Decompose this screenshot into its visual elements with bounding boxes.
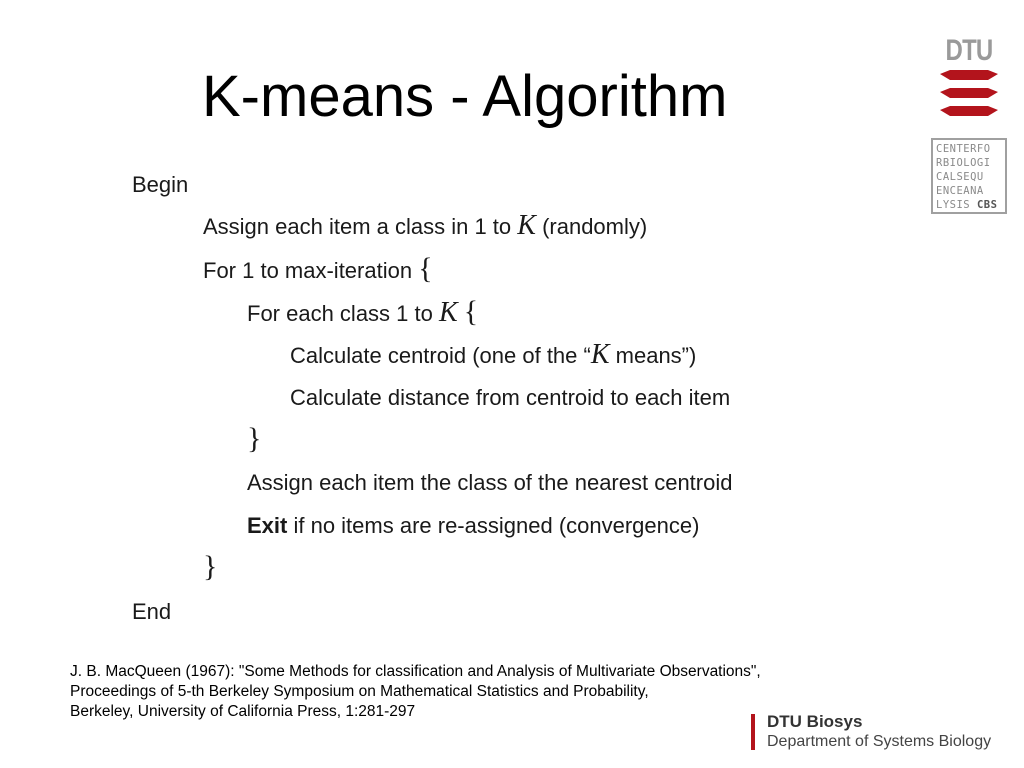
- cbs-row: CENTERFO: [936, 143, 991, 155]
- algo-text: For each class 1 to: [247, 301, 439, 326]
- cbs-row: LYSIS: [936, 199, 971, 211]
- reference-line: J. B. MacQueen (1967): "Some Methods for classification and Analysis of Multivariate Observations",: [70, 663, 761, 680]
- cbs-row-last: [936, 198, 1005, 212]
- algo-line-assign-nearest: Assign each item the class of the nearest centroid: [247, 470, 733, 495]
- close-brace: }: [203, 550, 218, 583]
- close-brace: }: [247, 422, 262, 455]
- open-brace: {: [418, 252, 433, 285]
- algo-text: (randomly): [535, 214, 648, 239]
- algo-line-for-class: [247, 295, 479, 328]
- algo-end: End: [132, 599, 172, 624]
- algo-text: means”): [609, 343, 697, 368]
- algo-line-centroid: [290, 341, 696, 370]
- algo-line-assign-random: [203, 212, 647, 241]
- cbs-row: CALSEQU: [936, 171, 984, 183]
- biosys-name: DTU Biosys: [767, 712, 863, 731]
- reference-line: Proceedings of 5-th Berkeley Symposium on Mathematical Statistics and Probability,: [70, 683, 649, 700]
- dtu-wave-icon: [938, 70, 1000, 126]
- algo-text: Assign each item a class in 1 to: [203, 214, 518, 239]
- algo-line-for-iteration: [203, 252, 433, 285]
- exit-keyword: Exit: [247, 513, 288, 538]
- slide-title: K-means - Algorithm: [202, 64, 728, 129]
- reference-line: Berkeley, University of California Press, 1:281-297: [70, 703, 416, 720]
- dtu-logo: [938, 36, 1000, 122]
- cbs-logo: [931, 138, 1007, 214]
- cbs-row: RBIOLOGI: [936, 157, 991, 169]
- algo-line-distance: Calculate distance from centroid to each item: [290, 385, 731, 410]
- open-brace: {: [463, 295, 479, 328]
- algo-text: if no items are re-assigned (convergence): [287, 513, 700, 538]
- algo-line-close-inner: [247, 422, 262, 455]
- k-symbol: K: [590, 339, 610, 370]
- biosys-department: Department of Systems Biology: [767, 733, 992, 750]
- cbs-row: ENCEANA: [936, 185, 984, 197]
- algo-text: For 1 to max-iteration: [203, 258, 419, 283]
- algo-begin: Begin: [132, 172, 189, 197]
- reference-citation: [70, 662, 761, 722]
- k-symbol: K: [438, 297, 458, 328]
- algo-text: Calculate centroid (one of the “: [290, 343, 591, 368]
- algo-line-exit: [247, 512, 699, 540]
- algo-line-close-outer: [203, 550, 218, 583]
- k-symbol: K: [517, 210, 536, 241]
- biosys-red-bar: [751, 714, 755, 750]
- cbs-bold-text: CBS: [976, 199, 998, 211]
- dtu-logo-text: DTU: [945, 34, 993, 67]
